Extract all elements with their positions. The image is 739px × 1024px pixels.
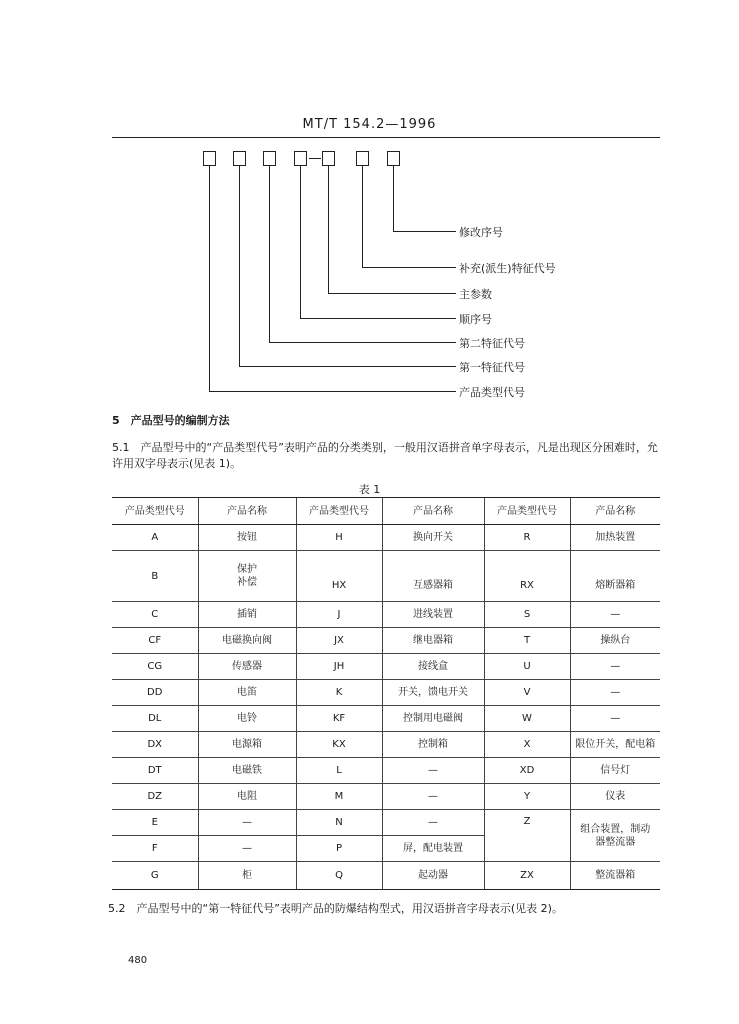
table-cell: 起动器 xyxy=(382,862,484,890)
table-cell: M xyxy=(296,784,382,810)
table-cell: P xyxy=(296,836,382,862)
table-cell: F xyxy=(112,836,198,862)
header-cell: 产品名称 xyxy=(570,498,660,525)
table-cell: — xyxy=(382,784,484,810)
code-box-7 xyxy=(387,151,400,166)
table-cell: 进线装置 xyxy=(382,602,484,628)
table-cell: V xyxy=(484,680,570,706)
table-row xyxy=(112,680,660,706)
table-cell: 电笛 xyxy=(198,680,296,706)
table-cell: — xyxy=(570,654,660,680)
table-cell: J xyxy=(296,602,382,628)
paragraph-5-1: 5.1 产品型号中的“产品类型代号”表明产品的分类类别，一般用汉语拼音单字母表示，凡是出现区分困难时，允许用双字母表示(见表 1)。 xyxy=(112,441,658,470)
table-row xyxy=(112,525,660,551)
label-revision-number: 修改序号 xyxy=(459,226,503,239)
table-cell: — xyxy=(382,810,484,836)
section-title: 5 产品型号的编制方法 xyxy=(112,414,230,427)
code-box-5 xyxy=(322,151,335,166)
table-cell: B xyxy=(112,551,198,602)
table-cell: 熔断器箱 xyxy=(570,551,660,602)
table-cell: XD xyxy=(484,758,570,784)
table-cell: E xyxy=(112,810,198,836)
label-sequence-number: 顺序号 xyxy=(459,313,492,326)
table-cell: CG xyxy=(112,654,198,680)
table-cell: C xyxy=(112,602,198,628)
table-cell: S xyxy=(484,602,570,628)
table-cell: — xyxy=(198,810,296,836)
table-cell: — xyxy=(570,602,660,628)
table-cell: 接线盒 xyxy=(382,654,484,680)
product-type-table xyxy=(112,497,660,890)
table-cell: 柜 xyxy=(198,862,296,890)
standard-header: MT/T 154.2—1996 xyxy=(302,117,437,132)
table-cell: HX xyxy=(296,551,382,602)
table-cell: ZX xyxy=(484,862,570,890)
table-cell: 电铃 xyxy=(198,706,296,732)
code-box-6 xyxy=(356,151,369,166)
table-cell: 继电器箱 xyxy=(382,628,484,654)
table-cell: A xyxy=(112,525,198,551)
table-cell: 整流器箱 xyxy=(570,862,660,890)
header-cell: 产品名称 xyxy=(198,498,296,525)
table-cell: Y xyxy=(484,784,570,810)
header-cell: 产品类型代号 xyxy=(484,498,570,525)
table-cell: 插销 xyxy=(198,602,296,628)
table-cell: 互感器箱 xyxy=(382,551,484,602)
table-cell: JH xyxy=(296,654,382,680)
table-row xyxy=(112,784,660,810)
table-row xyxy=(112,628,660,654)
table-cell: — xyxy=(570,706,660,732)
table-cell: Z xyxy=(484,810,570,862)
label-product-type-code: 产品类型代号 xyxy=(459,386,525,399)
table-cell: 组合装置，制动器整流器 xyxy=(570,810,660,862)
header-cell: 产品类型代号 xyxy=(112,498,198,525)
table-row xyxy=(112,810,660,836)
table-cell: RX xyxy=(484,551,570,602)
code-box-4 xyxy=(294,151,307,166)
table-cell: U xyxy=(484,654,570,680)
table-cell: JX xyxy=(296,628,382,654)
code-dash xyxy=(309,158,321,159)
paragraph-5-2: 5.2 产品型号中的“第一特征代号”表明产品的防爆结构型式，用汉语拼音字母表示(见表 2)。 xyxy=(108,902,563,915)
table-cell: KF xyxy=(296,706,382,732)
table-cell: 电磁换向阀 xyxy=(198,628,296,654)
table-cell: — xyxy=(382,758,484,784)
table-row xyxy=(112,862,660,890)
table-cell: K xyxy=(296,680,382,706)
table-cell: 传感器 xyxy=(198,654,296,680)
table-cell: DT xyxy=(112,758,198,784)
table-cell: KX xyxy=(296,732,382,758)
table-cell: 控制用电磁阀 xyxy=(382,706,484,732)
code-box-1 xyxy=(203,151,216,166)
header-cell: 产品名称 xyxy=(382,498,484,525)
table-cell: DL xyxy=(112,706,198,732)
table-cell: 换向开关 xyxy=(382,525,484,551)
header-rule xyxy=(112,137,660,138)
table-cell: 按钮 xyxy=(198,525,296,551)
table-cell: W xyxy=(484,706,570,732)
label-main-parameter: 主参数 xyxy=(459,288,492,301)
table-cell: 电阻 xyxy=(198,784,296,810)
table-cell: — xyxy=(198,836,296,862)
table-row xyxy=(112,602,660,628)
header-cell: 产品类型代号 xyxy=(296,498,382,525)
table-cell: 限位开关，配电箱 xyxy=(570,732,660,758)
table-cell: 操纵台 xyxy=(570,628,660,654)
table-cell: L xyxy=(296,758,382,784)
table-cell: G xyxy=(112,862,198,890)
table-cell: DZ xyxy=(112,784,198,810)
table-row xyxy=(112,758,660,784)
table-cell: 保护 补偿 xyxy=(198,551,296,602)
table-cell: H xyxy=(296,525,382,551)
table-cell: 开关，馈电开关 xyxy=(382,680,484,706)
table-cell: 电磁铁 xyxy=(198,758,296,784)
label-first-feature-code: 第一特征代号 xyxy=(459,361,525,374)
table-cell: DX xyxy=(112,732,198,758)
page-number: 480 xyxy=(128,955,148,966)
table-cell: 电源箱 xyxy=(198,732,296,758)
table-caption: 表 1 xyxy=(358,483,381,496)
table-cell: 信号灯 xyxy=(570,758,660,784)
table-cell: 屏，配电装置 xyxy=(382,836,484,862)
table-row xyxy=(112,706,660,732)
table-cell: T xyxy=(484,628,570,654)
table-cell: X xyxy=(484,732,570,758)
label-second-feature-code: 第二特征代号 xyxy=(459,337,525,350)
code-box-3 xyxy=(263,151,276,166)
table-cell: R xyxy=(484,525,570,551)
table-row xyxy=(112,732,660,758)
table-row xyxy=(112,654,660,680)
code-box-2 xyxy=(233,151,246,166)
table-row xyxy=(112,551,660,602)
table-header-row xyxy=(112,498,660,525)
table-cell: 控制箱 xyxy=(382,732,484,758)
table-cell: N xyxy=(296,810,382,836)
table-cell: CF xyxy=(112,628,198,654)
table-cell: Q xyxy=(296,862,382,890)
table-cell: — xyxy=(570,680,660,706)
table-cell: 仪表 xyxy=(570,784,660,810)
table-cell: 加热装置 xyxy=(570,525,660,551)
label-supplementary-code: 补充(派生)特征代号 xyxy=(459,262,556,275)
table-cell: DD xyxy=(112,680,198,706)
